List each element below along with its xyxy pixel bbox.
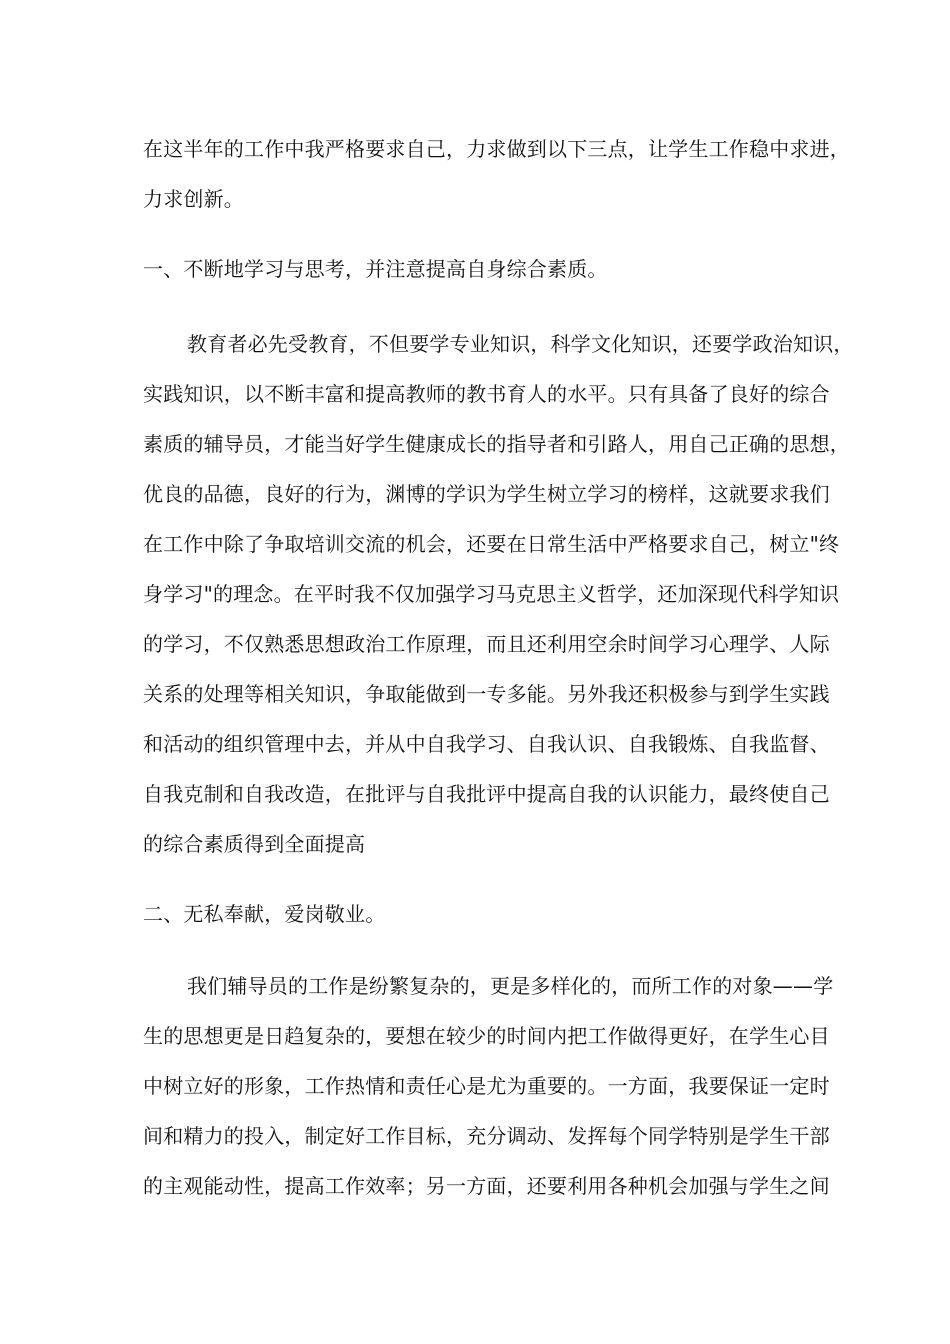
paragraph-line: 的学习，不仅熟悉思想政治工作原理，而且还利用空余时间学习心理学、人际 [143,632,830,656]
paragraph-line: 在这半年的工作中我严格要求自己，力求做到以下三点，让学生工作稳中求进， [143,137,850,161]
paragraph-line: 间和精力的投入，制定好工作目标，充分调动、发挥每个同学特别是学生干部 [143,1124,830,1148]
section-heading: 一、不断地学习与思考，并注意提高自身综合素质。 [143,257,608,281]
paragraph-line: 教育者必先受教育，不但要学专业知识，科学文化知识，还要学政治知识， [187,332,854,356]
paragraph-line: 关系的处理等相关知识，争取能做到一专多能。另外我还积极参与到学生实践 [143,682,830,706]
paragraph-line: 我们辅导员的工作是纷繁复杂的，更是多样化的，而所工作的对象——学 [187,974,834,998]
paragraph-line: 优良的品德，良好的行为，渊博的学识为学生树立学习的榜样，这就要求我们 [143,482,830,506]
paragraph-line: 和活动的组织管理中去，并从中自我学习、自我认识、自我锻炼、自我监督、 [143,732,830,756]
paragraph-line: 实践知识，以不断丰富和提高教师的教书育人的水平。只有具备了良好的综合 [143,382,830,406]
section1-paragraph [143,319,854,869]
intro-paragraph [143,124,850,224]
paragraph-line: 中树立好的形象，工作热情和责任心是尤为重要的。一方面，我要保证一定时 [143,1074,830,1098]
paragraph-line: 素质的辅导员，才能当好学生健康成长的指导者和引路人，用自己正确的思想， [143,432,850,456]
section2-paragraph [143,961,834,1211]
paragraph-line: 力求创新。 [143,187,244,211]
section1-heading [143,244,813,294]
paragraph-line: 身学习"的理念。在平时我不仅加强学习马克思主义哲学，还加深现代科学知识 [143,582,840,606]
section2-heading [143,889,813,939]
section-heading: 二、无私奉献，爱岗敬业。 [143,902,386,926]
paragraph-line: 生的思想更是日趋复杂的，要想在较少的时间内把工作做得更好，在学生心目 [143,1024,830,1048]
paragraph-line: 的综合素质得到全面提高 [143,832,366,856]
paragraph-line: 自我克制和自我改造，在批评与自我批评中提高自我的认识能力，最终使自己 [143,782,830,806]
paragraph-line: 的主观能动性，提高工作效率；另一方面，还要利用各种机会加强与学生之间 [143,1174,830,1198]
paragraph-line: 在工作中除了争取培训交流的机会，还要在日常生活中严格要求自己，树立"终 [143,532,840,556]
